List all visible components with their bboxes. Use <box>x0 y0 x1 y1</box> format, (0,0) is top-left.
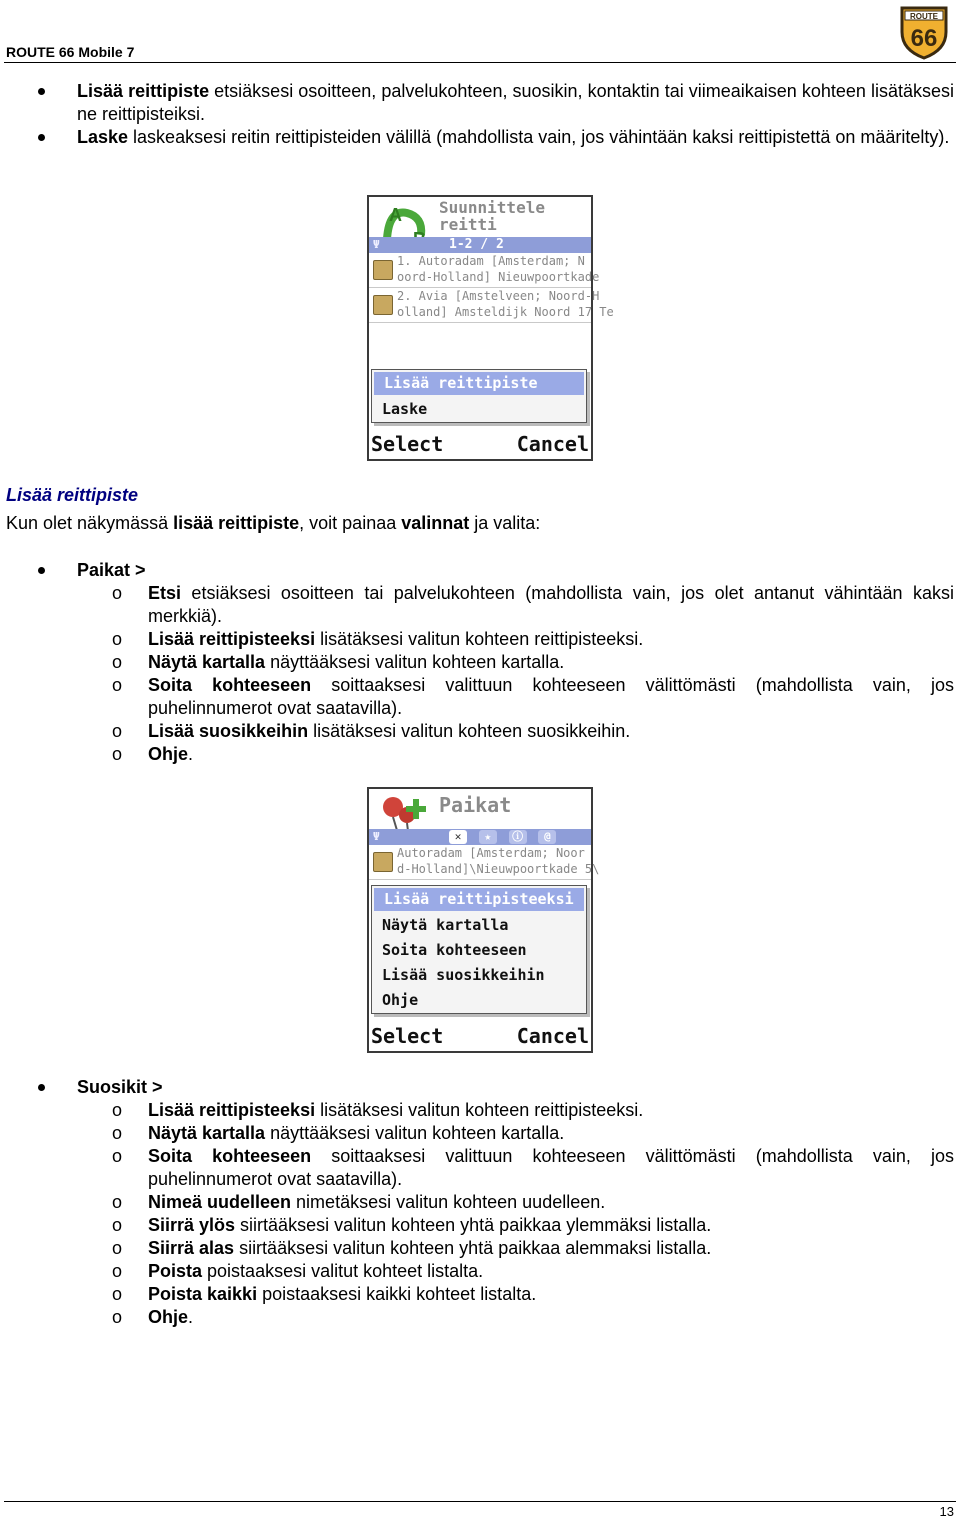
list-item <box>0 1237 960 1260</box>
item-bold: Näytä kartalla <box>148 1123 266 1143</box>
menu-item-calculate[interactable]: Laske <box>382 400 428 418</box>
sub-bullet-marker: o <box>112 1123 123 1143</box>
item-bold: Ohje <box>148 744 189 764</box>
options-menu <box>371 885 587 1014</box>
list-item-line: 2. Avia [Amstelveen; Noord-H <box>397 289 600 303</box>
sub-bullet-marker: o <box>112 1215 123 1235</box>
signal-icon: Ψ <box>373 238 380 251</box>
cancel-softkey[interactable]: Cancel <box>516 432 589 456</box>
intro-bullets <box>0 80 960 149</box>
select-softkey[interactable]: Select <box>371 432 444 456</box>
item-text: näyttääksesi valitun kohteen kartalla. <box>265 652 565 672</box>
intro-bullet-bold: Lisää reittipiste <box>77 81 210 101</box>
header-rule <box>4 62 956 63</box>
intro-bold: valinnat <box>401 513 470 533</box>
section-heading: Lisää reittipiste <box>6 485 139 505</box>
item-text: poistaaksesi kaikki kohteet listalta. <box>257 1284 537 1304</box>
list-item <box>0 1283 960 1306</box>
list-item <box>0 1191 960 1214</box>
item-bold: Etsi <box>148 583 182 603</box>
intro-bullet <box>0 80 960 126</box>
item-bold: Nimeä uudelleen <box>148 1192 292 1212</box>
list-item <box>0 1145 960 1191</box>
paikat-heading-row <box>0 559 960 582</box>
item-bold: Näytä kartalla <box>148 652 266 672</box>
sub-bullet-marker: o <box>112 1100 123 1120</box>
screen-nav-bar <box>369 829 591 845</box>
list-item[interactable] <box>369 845 600 880</box>
item-text: . <box>188 1307 194 1327</box>
menu-item-show-on-map[interactable]: Näytä kartalla <box>382 916 509 934</box>
nav-counter: 1-2 / 2 <box>449 237 504 252</box>
intro-bullet-text: laskeaksesi reitin reittipisteiden välillä (mahdollista vain, jos vähintään kaksi reittipistettä on määritelty). <box>128 127 950 147</box>
item-text: lisätäksesi valitun kohteen reittipisteeksi. <box>315 629 644 649</box>
sub-bullet-marker: o <box>112 1238 123 1258</box>
item-bold: Lisää suosikkeihin <box>148 721 309 741</box>
item-bold: Siirrä ylös <box>148 1215 236 1235</box>
phone-screen-route-planner <box>367 195 614 461</box>
menu-item-call-destination[interactable]: Soita kohteeseen <box>382 941 527 959</box>
item-bold: Soita kohteeseen <box>148 1146 312 1166</box>
intro-text: ja valita: <box>469 513 541 533</box>
select-softkey[interactable]: Select <box>371 1024 444 1048</box>
list-item[interactable] <box>369 288 614 323</box>
logo-text-top: ROUTE <box>910 12 938 21</box>
menu-item-help[interactable]: Ohje <box>382 991 419 1009</box>
waypoint-icon <box>373 260 393 280</box>
sub-bullet-marker: o <box>112 675 123 695</box>
item-text: soittaaksesi valittuun kohteeseen välittömästi (mahdollista vain, jos puhelinnumerot ovat saatavilla). <box>148 675 954 718</box>
list-item-line: olland] Amsteldijk Noord 17 Te <box>397 305 614 319</box>
item-bold: Poista <box>148 1261 203 1281</box>
sub-bullet-marker: o <box>112 1284 123 1304</box>
list-item <box>0 720 960 743</box>
waypoint-icon <box>373 295 393 315</box>
bullet-dot <box>38 134 45 141</box>
intro-bullet-text: etsiäksesi osoitteen, palvelukohteen, suosikin, kontaktin tai viimeaikaisen kohteen lisätäksesi ne reittipisteiksi. <box>77 81 954 124</box>
bullet-dot <box>38 1084 45 1091</box>
list-item <box>0 628 960 651</box>
sub-bullet-marker: o <box>112 721 123 741</box>
list-item <box>0 1306 960 1329</box>
route66-logo-icon <box>896 2 952 60</box>
tab-info-icon[interactable]: ⓘ <box>509 830 527 844</box>
sub-bullet-marker: o <box>112 1261 123 1281</box>
item-text: siirtääksesi valitun kohteen yhtä paikkaa alemmaksi listalla. <box>234 1238 712 1258</box>
tab-favorites-icon[interactable]: ★ <box>479 830 497 844</box>
sub-bullet-marker: o <box>112 652 123 672</box>
paikat-list <box>0 559 960 766</box>
list-item <box>0 674 960 720</box>
options-menu <box>371 369 587 423</box>
item-bold: Siirrä alas <box>148 1238 235 1258</box>
intro-bullet-bold: Laske <box>77 127 129 147</box>
sub-bullet-marker: o <box>112 583 123 603</box>
list-item[interactable] <box>369 253 600 288</box>
intro-text: Kun olet näkymässä <box>6 513 174 533</box>
svg-text:A: A <box>389 205 402 225</box>
list-item <box>0 1122 960 1145</box>
item-bold: Ohje <box>148 1307 189 1327</box>
item-text: etsiäksesi osoitteen tai palvelukohteen (mahdollista vain, jos olet antanut vähintään kaksi merkkiä). <box>148 583 954 626</box>
intro-bullet <box>0 126 960 149</box>
place-icon <box>373 852 393 872</box>
list-item <box>0 1260 960 1283</box>
sub-bullet-marker: o <box>112 629 123 649</box>
logo-text-number: 66 <box>910 25 938 52</box>
item-text: . <box>188 744 194 764</box>
suosikit-heading-row <box>0 1076 960 1099</box>
intro-text: , voit painaa <box>299 513 402 533</box>
item-text: siirtääksesi valitun kohteen yhtä paikkaa ylemmäksi listalla. <box>235 1215 712 1235</box>
item-bold: Soita kohteeseen <box>148 675 312 695</box>
list-item-line: d-Holland]\Nieuwpoortkade 5\ <box>397 862 600 876</box>
tab-strip <box>449 829 560 845</box>
list-item <box>0 1099 960 1122</box>
list-item-line: Autoradam [Amsterdam; Noor <box>397 846 585 860</box>
cancel-softkey[interactable]: Cancel <box>516 1024 589 1048</box>
screen-title-area <box>369 789 591 829</box>
screen-title <box>439 199 545 233</box>
phone-screen-places <box>367 787 600 1053</box>
item-bold: Lisää reittipisteeksi <box>148 629 316 649</box>
sub-bullet-marker: o <box>112 744 123 764</box>
intro-bold: lisää reittipiste <box>173 513 300 533</box>
section-lisaa-reittipiste <box>0 484 960 535</box>
list-item <box>0 743 960 766</box>
tab-contacts-icon[interactable]: @ <box>538 830 556 844</box>
screen-title-line: reitti <box>439 215 497 234</box>
screen-nav-bar <box>369 237 591 253</box>
list-item <box>0 651 960 674</box>
screen-title-line: Suunnittele <box>439 198 545 217</box>
sub-bullet-marker: o <box>112 1307 123 1327</box>
menu-item-add-to-favorites[interactable]: Lisää suosikkeihin <box>382 966 545 984</box>
screen-title: Paikat <box>439 793 512 817</box>
bullet-dot <box>38 567 45 574</box>
item-text: poistaaksesi valitut kohteet listalta. <box>202 1261 484 1281</box>
list-item <box>0 582 960 628</box>
list-item-line: oord-Holland] Nieuwpoortkade <box>397 270 600 284</box>
sub-bullet-marker: o <box>112 1192 123 1212</box>
item-bold: Poista kaikki <box>148 1284 258 1304</box>
menu-item-add-as-waypoint[interactable]: Lisää reittipisteeksi <box>374 888 584 911</box>
list-item <box>0 1214 960 1237</box>
section-intro <box>0 512 960 535</box>
sub-bullet-marker: o <box>112 1146 123 1166</box>
softkey-bar <box>369 429 591 459</box>
screen-title-area <box>369 197 591 237</box>
item-text: näyttääksesi valitun kohteen kartalla. <box>265 1123 565 1143</box>
paikat-heading: Paikat > <box>77 560 146 580</box>
page-number: 13 <box>939 1504 954 1519</box>
suosikit-heading: Suosikit > <box>77 1077 163 1097</box>
item-text: lisätäksesi valitun kohteen reittipisteeksi. <box>315 1100 644 1120</box>
item-text: nimetäksesi valitun kohteen uudelleen. <box>291 1192 606 1212</box>
item-text: soittaaksesi valittuun kohteeseen välittömästi (mahdollista vain, jos puhelinnumerot ovat saatavilla). <box>148 1146 954 1189</box>
menu-item-add-waypoint[interactable]: Lisää reittipiste <box>374 372 584 395</box>
signal-icon: Ψ <box>373 830 380 843</box>
bullet-dot <box>38 88 45 95</box>
tab-search-icon[interactable]: ✕ <box>449 830 467 844</box>
softkey-bar <box>369 1021 591 1051</box>
footer-rule <box>4 1501 956 1502</box>
item-bold: Lisää reittipisteeksi <box>148 1100 316 1120</box>
suosikit-list <box>0 1076 960 1329</box>
item-text: lisätäksesi valitun kohteen suosikkeihin. <box>308 721 631 741</box>
document-header-title: ROUTE 66 Mobile 7 <box>6 44 135 60</box>
list-item-line: 1. Autoradam [Amsterdam; N <box>397 254 585 268</box>
